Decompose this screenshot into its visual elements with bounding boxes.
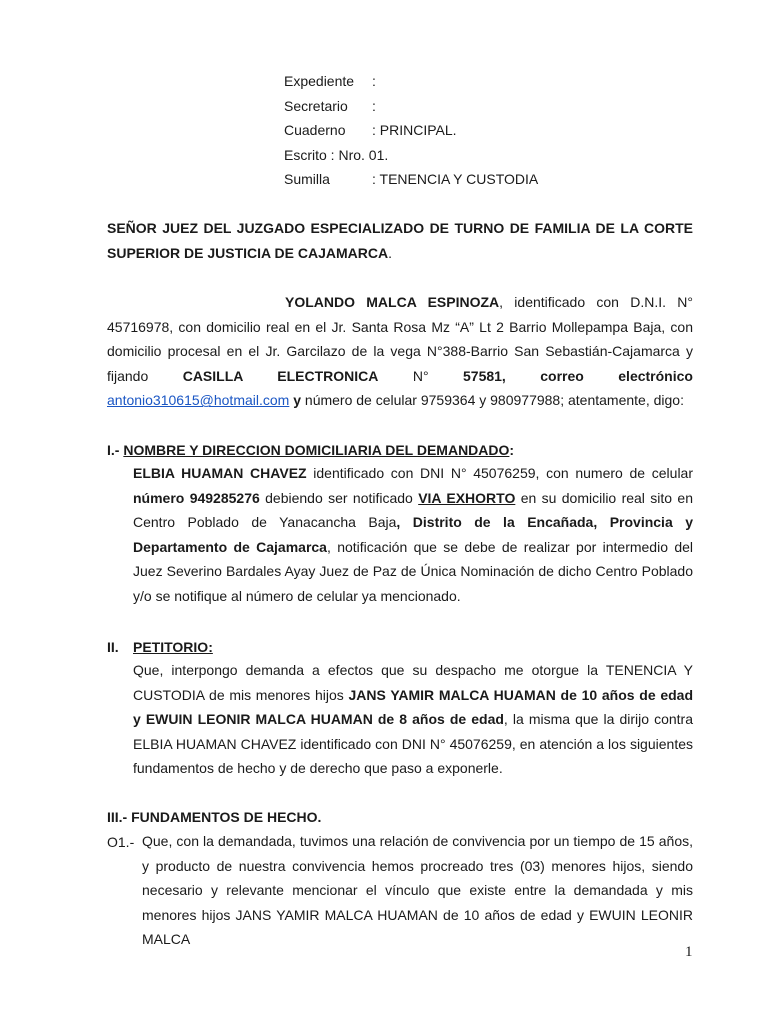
- email-link[interactable]: antonio310615@hotmail.com: [107, 392, 290, 409]
- page-number: 1: [685, 944, 693, 960]
- plaintiff-name: YOLANDO MALCA ESPINOZA: [285, 294, 500, 310]
- children-names: JANS YAMIR MALCA HUAMAN de 10 años de edad y EWUIN LEONIR MALCA HUAMAN de 8 años de edad: [133, 686, 694, 728]
- sumilla-value: : TENENCIA Y CUSTODIA: [372, 171, 539, 187]
- casilla-number: 57581, correo electrónico: [463, 367, 693, 384]
- intro-text-2: número de celular 9759364 y 980977988; atentamente, digo:: [301, 392, 684, 409]
- phone-number: número 949285276: [133, 489, 260, 506]
- section2-prefix: II.: [107, 639, 119, 655]
- item-label: O1.-: [107, 834, 135, 850]
- escrito-label: Escrito : Nro. 01.: [284, 147, 389, 163]
- section3-title: III.- FUNDAMENTOS DE HECHO.: [107, 809, 322, 825]
- section3-item-text: Que, con la demandada, tuvimos una relación de convivencia por un tiempo de 15 años, y producto de nuestra convivencia hemos procreado tres (03) menores hijos, siendo necesario y relevante mencionar el vínculo que existe entre la demandada y mis menores hijos JANS YAMIR MALCA HUAMAN de 10 años de edad y EWUIN LEONIR MALCA: [142, 833, 693, 948]
- via-exhorto: VIA EXHORTO: [418, 489, 516, 506]
- intro-y: y: [289, 392, 302, 409]
- addressee-period: .: [388, 244, 392, 261]
- sumilla-label: Sumilla: [284, 171, 330, 187]
- expediente-label: Expediente: [284, 73, 355, 89]
- n-symbol: N°: [378, 367, 463, 384]
- section1-prefix: I.-: [107, 442, 124, 458]
- cuaderno-label: Cuaderno: [284, 122, 346, 138]
- addressee-paragraph: [107, 216, 693, 265]
- cuaderno-value: : PRINCIPAL.: [372, 122, 457, 138]
- section1-colon: :: [509, 442, 515, 458]
- section1-text3: en su domicilio real sito en Centro Poblado de Yanacancha Baja: [133, 489, 693, 531]
- addressee-text: SEÑOR JUEZ DEL JUZGADO ESPECIALIZADO DE TURNO DE FAMILIA DE LA CORTE SUPERIOR DE JUSTICIA DE CAJAMARCA: [107, 220, 693, 261]
- intro-text: , identificado con D.N.I. N° 45716978, con domicilio real en el Jr. Santa Rosa Mz “A” Lt 2 Barrio Mollepampa Baja, con domicilio procesal en el Jr. Garcilazo de la vega N°388-Barrio San Sebastián-Cajamarca y fijando: [107, 294, 693, 384]
- section1-body: [133, 461, 693, 609]
- casilla-label: CASILLA ELECTRONICA: [182, 367, 379, 384]
- section1-heading: [107, 442, 514, 458]
- expediente-value: :: [372, 73, 376, 89]
- section2-text2: , la misma que la dirijo contra ELBIA HUAMAN CHAVEZ identificado con DNI N° 45076259, en atención a los siguientes fundamentos de hecho y de derecho que paso a exponerle.: [133, 711, 694, 777]
- section2-body: [133, 658, 693, 781]
- section1-title: NOMBRE Y DIRECCION DOMICILIARIA DEL DEMANDADO: [123, 442, 510, 458]
- section2-title: PETITORIO:: [133, 639, 213, 655]
- section1-text1: identificado con DNI N° 45076259, con numero de celular: [306, 465, 693, 481]
- distrito-text: , Distrito de la Encañada, Provincia y Departamento de Cajamarca: [133, 514, 693, 555]
- section2-text1: Que, interpongo demanda a efectos que su despacho me otorgue la TENENCIA Y CUSTODIA de mis menores hijos: [133, 662, 693, 703]
- section1-text2: debiendo ser notificado: [259, 489, 419, 506]
- secretario-label: Secretario: [284, 98, 348, 114]
- secretario-value: :: [372, 98, 376, 114]
- section1-text4: , notificación que se debe de realizar por intermedio del Juez Severino Bardales Ayay Juez de Paz de Única Nominación de dicho Centro Poblado y/o se notifique al número de celular ya mencionado.: [133, 538, 694, 604]
- defendant-name: ELBIA HUAMAN CHAVEZ: [133, 465, 307, 481]
- intro-paragraph: [107, 290, 693, 413]
- section2-title-wrap: [133, 639, 213, 655]
